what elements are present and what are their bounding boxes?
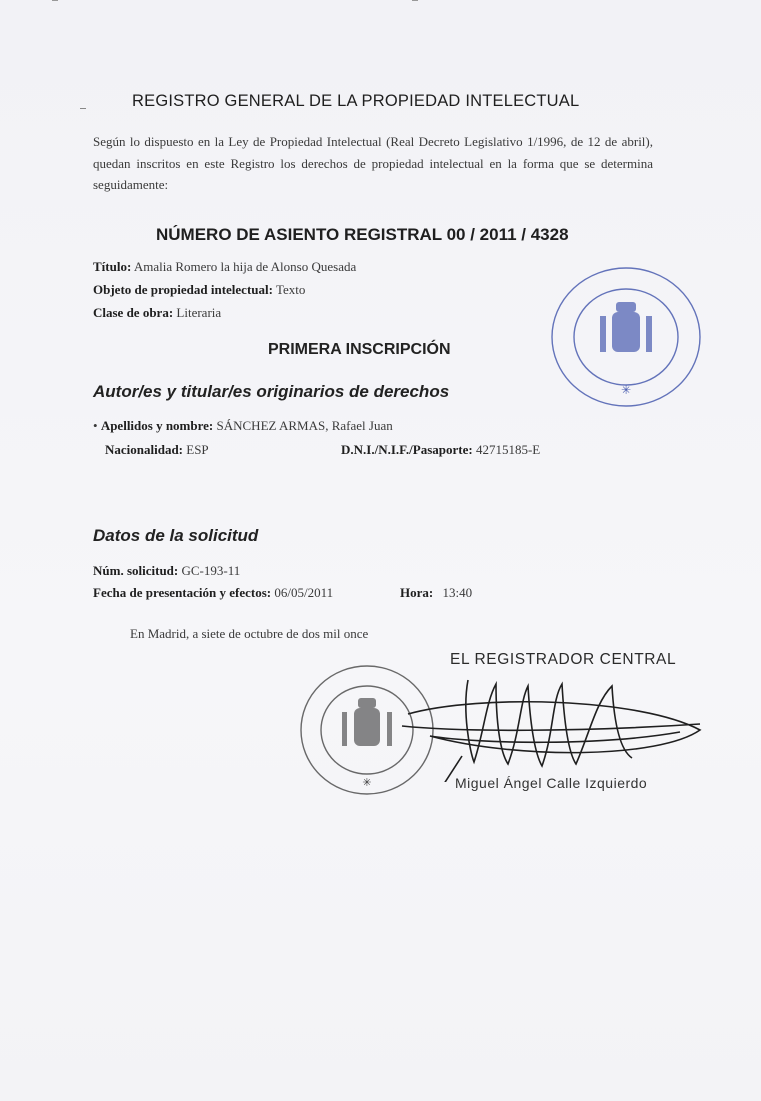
- field-value: Amalia Romero la hija de Alonso Quesada: [133, 259, 357, 274]
- document-title: REGISTRO GENERAL DE LA PROPIEDAD INTELECTUAL: [132, 92, 580, 110]
- signature: [400, 672, 710, 782]
- field-value: GC-193-11: [181, 563, 241, 578]
- field-label: Fecha de presentación y efectos:: [93, 585, 272, 600]
- place-date: En Madrid, a siete de octubre de dos mil once: [130, 626, 369, 641]
- registry-number: NÚMERO DE ASIENTO REGISTRAL 00 / 2011 / 4328: [156, 225, 569, 244]
- field-hora: [400, 585, 472, 601]
- section-title-solicitud: Datos de la solicitud: [93, 526, 259, 545]
- field-nacionalidad: [105, 442, 209, 458]
- field-fecha: [93, 585, 333, 601]
- scan-mark: [52, 0, 58, 1]
- field-label: Objeto de propiedad intelectual:: [93, 282, 273, 297]
- registrar-name: Miguel Ángel Calle Izquierdo: [455, 775, 648, 791]
- field-label: Hora:: [400, 585, 434, 600]
- scan-mark: [80, 108, 86, 109]
- field-label: Núm. solicitud:: [93, 563, 179, 578]
- field-clase: [93, 305, 221, 321]
- field-label: Nacionalidad:: [105, 442, 184, 457]
- field-label: D.N.I./N.I.F./Pasaporte:: [341, 442, 473, 457]
- field-value: ESP: [186, 442, 209, 457]
- svg-text:✳: ✳: [362, 776, 372, 789]
- field-objeto: [93, 282, 305, 298]
- registrar-title: EL REGISTRADOR CENTRAL: [450, 651, 677, 668]
- scan-mark: [412, 0, 418, 1]
- section-title-autores: Autor/es y titular/es originarios de derechos: [93, 382, 450, 401]
- field-label: Clase de obra:: [93, 305, 174, 320]
- field-label: Título:: [93, 259, 132, 274]
- bullet: •: [93, 418, 98, 433]
- field-titulo: [93, 259, 356, 275]
- field-nombre: [93, 418, 393, 434]
- field-value: Literaria: [176, 305, 222, 320]
- field-value: 42715185-E: [475, 442, 541, 457]
- field-label: Apellidos y nombre:: [100, 418, 214, 433]
- section-title-inscripcion: PRIMERA INSCRIPCIÓN: [268, 341, 451, 358]
- field-value: 13:40: [442, 585, 473, 600]
- field-value: SÁNCHEZ ARMAS, Rafael Juan: [216, 418, 393, 433]
- ministry-stamp-top: [548, 264, 704, 410]
- svg-text:✳: ✳: [620, 383, 632, 397]
- field-value: 06/05/2011: [274, 585, 334, 600]
- field-num-solicitud: [93, 563, 240, 579]
- intro-paragraph: Según lo dispuesto en la Ley de Propiedad Intelectual (Real Decreto Legislativo 1/1996, de 12 de abril), quedan inscritos en este Registro los derechos de propiedad intelectual en la forma que se determina seguidamente:: [93, 134, 653, 192]
- field-value: Texto: [275, 282, 306, 297]
- field-dni: [341, 442, 540, 458]
